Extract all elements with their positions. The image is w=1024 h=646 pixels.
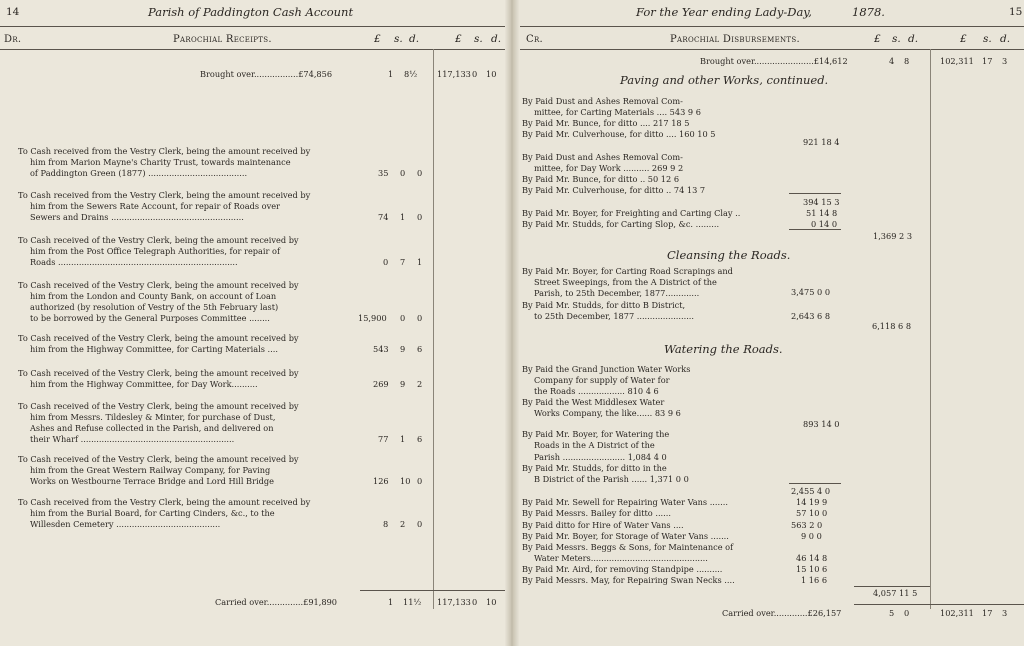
receipt-line: Roads .....................................................................: [30, 257, 238, 267]
watering-line: By Paid the Grand Junction Water Works: [522, 364, 691, 374]
boyer-clay-amount: 51 14 8: [806, 208, 838, 218]
receipt-line: him from the London and County Bank, on account of Loan: [30, 291, 277, 301]
misc-line: By Paid Messrs. Bailey for ditto ......: [522, 508, 671, 518]
receipt-line: To Cash received of the Vestry Clerk, being the amount received by: [18, 454, 299, 464]
paving-line: By Paid Mr. Culverhouse, for ditto .. 74 13 7: [522, 185, 706, 195]
unit-pounds-total: £: [455, 33, 462, 45]
cleansing-a-amount: 3,475 0 0: [791, 287, 831, 297]
brought-over-total: 102,311: [940, 56, 974, 66]
brought-over-total-d: 10: [486, 69, 497, 79]
carried-over-total-s: 17: [982, 608, 993, 618]
misc-amount: 563 2 0: [791, 520, 823, 530]
cleansing-total: 6,118 6 8: [872, 321, 912, 331]
brought-over-total-d: 3: [1002, 56, 1008, 66]
cleansing-line: Street Sweepings, from the A District of the: [534, 277, 717, 287]
left-page-header: Parish of Paddington Cash Account: [148, 5, 354, 19]
cleansing-line: By Paid Mr. Studds, for ditto B District,: [522, 300, 686, 310]
misc-amount: 15 10 6: [796, 564, 828, 574]
carried-over-d: 11½: [403, 597, 422, 607]
receipt-line: of Paddington Green (1877) ......................................: [30, 168, 248, 178]
misc-amount: 14 19 9: [796, 497, 828, 507]
receipt-line: To Cash received of the Vestry Clerk, being the amount received by: [18, 280, 299, 290]
watering-subtotal-1: 893 14 0: [803, 419, 840, 429]
cleansing-line: Parish, to 25th December, 1877.............: [534, 288, 700, 298]
receipt-line: him from the Post Office Telegraph Authorities, for repair of: [30, 246, 281, 256]
watering-sub-rule: [789, 483, 841, 484]
paving-line: By Paid Mr. Studds, for Carting Slop, &c. .........: [522, 219, 720, 229]
receipt-line: him from Messrs. Tildesley & Minter, for purchase of Dust,: [30, 412, 276, 422]
right-page-header: For the Year ending Lady-Day,: [636, 5, 812, 19]
receipt-line: him from the Burial Board, for Carting Cinders, &c., to the: [30, 508, 275, 518]
paving-line: By Paid Dust and Ashes Removal Com-: [522, 152, 683, 162]
receipt-line: him from Marion Mayne's Charity Trust, towards maintenance: [30, 157, 291, 167]
receipt-line: To Cash received of the Vestry Clerk, being the amount received by: [18, 401, 299, 411]
brought-over-d: 8: [904, 56, 910, 66]
unit-pounds: £: [874, 33, 881, 45]
disbursements-title: Parochial Disbursements.: [670, 34, 800, 45]
paving-line: By Paid Mr. Boyer, for Freighting and Carting Clay ..: [522, 208, 741, 218]
column-divider: [930, 49, 931, 609]
brought-over-s: 4: [889, 56, 895, 66]
receipt-line: their Wharf ...........................................................: [30, 434, 235, 444]
receipt-pounds: 35: [378, 168, 389, 178]
receipt-pounds: 126: [373, 476, 389, 486]
unit-pence: d.: [908, 33, 919, 45]
watering-line: By Paid Mr. Boyer, for Watering the: [522, 429, 670, 439]
receipts-title: Parochial Receipts.: [173, 34, 272, 45]
misc-amount: 57 10 0: [796, 508, 828, 518]
paving-line: By Paid Mr. Culverhouse, for ditto .... 160 10 5: [522, 129, 716, 139]
receipt-pounds: 269: [373, 379, 389, 389]
brought-over-total-s: 17: [982, 56, 993, 66]
unit-pence-total: d.: [491, 33, 502, 45]
receipt-pence: 0: [417, 168, 423, 178]
watering-total-rule: [854, 586, 930, 587]
colhead-rule: [520, 49, 1024, 50]
misc-line: By Paid Messrs. Beggs & Sons, for Maintenance of: [522, 542, 734, 552]
receipt-line: Works on Westbourne Terrace Bridge and Lord Hill Bridge: [30, 476, 274, 486]
studds-slop-amount: 0 14 0: [811, 219, 838, 229]
receipt-line: him from the Sewers Rate Account, for repair of Roads over: [30, 201, 280, 211]
unit-shillings: s.: [394, 33, 403, 45]
watering-line: By Paid Mr. Studds, for ditto in the: [522, 463, 667, 473]
watering-line: Company for supply of Water for: [534, 375, 670, 385]
paving-sub-rule-2: [789, 229, 841, 230]
unit-pounds: £: [374, 33, 381, 45]
paving-line: By Paid Dust and Ashes Removal Com-: [522, 96, 683, 106]
carried-over-label: Carried over.............£26,157: [722, 608, 842, 618]
receipt-pence: 6: [417, 434, 423, 444]
receipt-pence: 0: [417, 519, 423, 529]
receipt-shillings: 7: [400, 257, 406, 267]
receipt-pounds: 543: [373, 344, 389, 354]
paving-subtotal-2: 394 15 3: [803, 197, 840, 207]
receipt-pounds: 15,900: [358, 313, 387, 323]
carried-over-s: 5: [889, 608, 895, 618]
receipt-pence: 0: [417, 212, 423, 222]
carried-over-label: Carried over..............£91,890: [215, 597, 337, 607]
receipt-shillings: 2: [400, 519, 406, 529]
receipt-pounds: 77: [378, 434, 389, 444]
brought-over-label: Brought over.......................£14,612: [700, 56, 848, 66]
brought-over-label: Brought over.................£74,856: [200, 69, 333, 79]
misc-amount: 9 0 0: [801, 531, 822, 541]
right-page-year: 1878.: [852, 5, 885, 19]
receipt-pence: 0: [417, 476, 423, 486]
receipt-shillings: 1: [400, 434, 406, 444]
carried-over-d: 0: [904, 608, 910, 618]
receipt-pence: 1: [417, 257, 423, 267]
dr-label: Dr.: [4, 34, 22, 45]
right-page: [512, 0, 1024, 646]
brought-over-total: 117,133: [437, 69, 471, 79]
misc-line: By Paid Mr. Boyer, for Storage of Water Vans .......: [522, 531, 729, 541]
watering-line: B District of the Parish ...... 1,371 0 0: [534, 474, 689, 484]
cleansing-line: to 25th December, 1877 ......................: [534, 311, 695, 321]
receipt-line: to be borrowed by the General Purposes Committee ........: [30, 313, 270, 323]
misc-line: By Paid Mr. Aird, for removing Standpipe ..........: [522, 564, 723, 574]
watering-subtotal-2: 2,455 4 0: [791, 486, 831, 496]
cleansing-b-amount: 2,643 6 8: [791, 311, 831, 321]
watering-total: 4,057 11 5: [873, 588, 918, 598]
cr-label: Cr.: [526, 34, 544, 45]
carried-over-total-d: 10: [486, 597, 497, 607]
carried-over-total: 102,311: [940, 608, 974, 618]
header-rule: [520, 26, 1024, 27]
receipt-shillings: 1: [400, 212, 406, 222]
unit-shillings-total: s.: [474, 33, 483, 45]
misc-line: By Paid ditto for Hire of Water Vans ....: [522, 520, 684, 530]
unit-pounds-total: £: [960, 33, 967, 45]
right-page-number: 15: [1009, 6, 1023, 18]
misc-line: By Paid Messrs. May, for Repairing Swan Necks ....: [522, 575, 735, 585]
watering-line: Works Company, the like...... 83 9 6: [534, 408, 681, 418]
receipt-line: him from the Great Western Railway Company, for Paving: [30, 465, 271, 475]
colhead-rule: [0, 49, 505, 50]
receipt-shillings: 0: [400, 168, 406, 178]
carried-over-total: 117,133: [437, 597, 471, 607]
watering-line: the Roads .................. 810 4 6: [534, 386, 659, 396]
receipt-line: him from the Highway Committee, for Day Work..........: [30, 379, 258, 389]
unit-pence-total: d.: [1000, 33, 1011, 45]
receipt-shillings: 9: [400, 379, 406, 389]
receipt-line: To Cash received of the Vestry Clerk, being the amount received by: [18, 333, 299, 343]
misc-amount: 46 14 8: [796, 553, 828, 563]
cleansing-line: By Paid Mr. Boyer, for Carting Road Scrapings and: [522, 266, 733, 276]
paving-line: By Paid Mr. Bunce, for ditto .. 50 12 6: [522, 174, 680, 184]
receipt-line: To Cash received from the Vestry Clerk, being the amount received by: [18, 190, 311, 200]
receipt-pounds: 74: [378, 212, 389, 222]
paving-line: mittee, for Carting Materials .... 543 9 6: [534, 107, 701, 117]
receipt-line: To Cash received from the Vestry Clerk, being the amount received by: [18, 497, 311, 507]
receipt-shillings: 10: [400, 476, 411, 486]
receipt-pence: 0: [417, 313, 423, 323]
carried-over-s: 1: [388, 597, 394, 607]
receipt-line: authorized (by resolution of Vestry of the 5th February last): [30, 302, 279, 312]
paving-subtotal-1: 921 18 4: [803, 137, 840, 147]
paving-line: mittee, for Day Work .......... 269 9 2: [534, 163, 684, 173]
receipt-shillings: 0: [400, 313, 406, 323]
watering-line: Roads in the A District of the: [534, 440, 655, 450]
misc-amount: 1 16 6: [801, 575, 828, 585]
receipt-line: him from the Highway Committee, for Carting Materials ....: [30, 344, 278, 354]
unit-shillings: s.: [892, 33, 901, 45]
carried-over-total-s: 0: [472, 597, 478, 607]
brought-over-total-s: 0: [472, 69, 478, 79]
paving-line: By Paid Mr. Bunce, for ditto .... 217 18 5: [522, 118, 690, 128]
receipt-line: To Cash received of the Vestry Clerk, being the amount received by: [18, 368, 299, 378]
carried-rule: [360, 590, 505, 591]
section-paving: Paving and other Works, continued.: [620, 73, 829, 87]
paving-total: 1,369 2 3: [873, 231, 913, 241]
watering-line: Parish ........................ 1,084 4 0: [534, 452, 667, 462]
paving-sub-rule: [789, 193, 841, 194]
receipt-shillings: 9: [400, 344, 406, 354]
column-divider: [433, 49, 434, 609]
misc-line: Water Meters.............................................: [534, 553, 708, 563]
receipt-line: Sewers and Drains ...................................................: [30, 212, 244, 222]
brought-over-s: 1: [388, 69, 394, 79]
receipt-line: Willesden Cemetery ........................................: [30, 519, 221, 529]
receipt-pounds: 8: [383, 519, 389, 529]
section-watering: Watering the Roads.: [664, 342, 783, 356]
receipt-pounds: 0: [383, 257, 389, 267]
receipt-line: To Cash received from the Vestry Clerk, being the amount received by: [18, 146, 311, 156]
watering-line: By Paid the West Middlesex Water: [522, 397, 665, 407]
receipt-line: Ashes and Refuse collected in the Parish, and delivered on: [30, 423, 274, 433]
unit-shillings-total: s.: [983, 33, 992, 45]
carried-rule: [854, 604, 1024, 605]
left-page-number: 14: [6, 6, 20, 18]
unit-pence: d.: [409, 33, 420, 45]
receipt-pence: 2: [417, 379, 423, 389]
receipt-pence: 6: [417, 344, 423, 354]
misc-line: By Paid Mr. Sewell for Repairing Water Vans .......: [522, 497, 728, 507]
section-cleansing: Cleansing the Roads.: [667, 248, 791, 262]
header-rule: [0, 26, 505, 27]
brought-over-d: 8½: [404, 69, 418, 79]
receipt-line: To Cash received of the Vestry Clerk, being the amount received by: [18, 235, 299, 245]
book-gutter: [505, 0, 519, 646]
carried-over-total-d: 3: [1002, 608, 1008, 618]
